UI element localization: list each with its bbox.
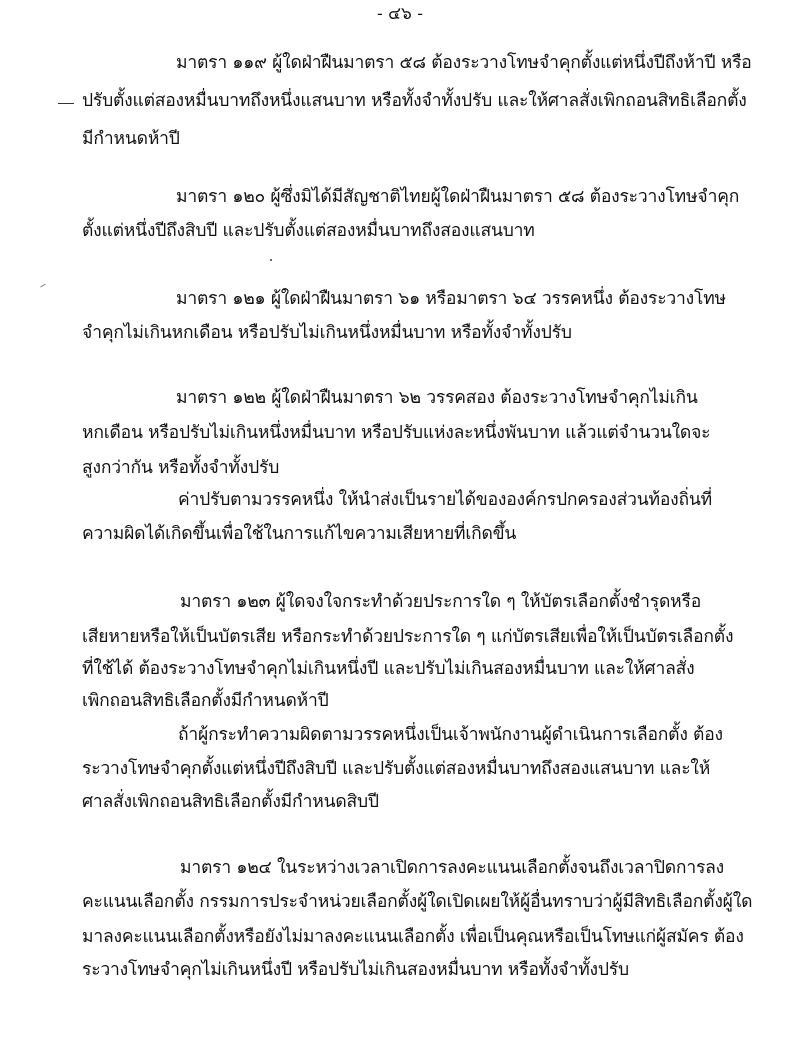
section-121-line-2: จำคุกไม่เกินหกเดือน หรือปรับไม่เกินหนึ่งหมื่นบาท หรือทั้งจำทั้งปรับ	[82, 323, 572, 343]
section-119-line-2: ปรับตั้งแต่สองหมื่นบาทถึงหนึ่งแสนบาท หรือทั้งจำทั้งปรับ และให้ศาลสั่งเพิกถอนสิทธิเลือกตั้ง	[82, 91, 747, 111]
section-123-sub-line-2: ระวางโทษจำคุกตั้งแต่หนึ่งปีถึงสิบปี และปรับตั้งแต่สองหมื่นบาทถึงสองแสนบาท และให้	[82, 759, 711, 779]
section-123-line-3: ที่ใช้ได้ ต้องระวางโทษจำคุกไม่เกินหนึ่งปี และปรับไม่เกินสองหมื่นบาท และให้ศาลสั่ง	[82, 659, 695, 679]
section-124-line-3: มาลงคะแนนเลือกตั้งหรือยังไม่มาลงคะแนนเลือกตั้ง เพื่อเป็นคุณหรือเป็นโทษแก่ผู้สมัคร ต้อง	[82, 927, 744, 947]
section-122-sub-line-2: ความผิดได้เกิดขึ้นเพื่อใช้ในการแก้ไขความเสียหายที่เกิดขึ้น	[82, 524, 517, 544]
page-number: - ๔๖ -	[377, 4, 423, 24]
section-123-sub-line-1: ถ้าผู้กระทำความผิดตามวรรคหนึ่งเป็นเจ้าพนักงานผู้ดำเนินการเลือกตั้ง ต้อง	[178, 725, 723, 745]
section-124-line-1: มาตรา ๑๒๔ ในระหว่างเวลาเปิดการลงคะแนนเลือกตั้งจนถึงเวลาปิดการลง	[180, 858, 725, 878]
section-123-line-1: มาตรา ๑๒๓ ผู้ใดจงใจกระทำด้วยประการใด ๆ ให้บัตรเลือกตั้งชำรุดหรือ	[180, 592, 702, 612]
section-121-line-1: มาตรา ๑๒๑ ผู้ใดฝ่าฝืนมาตรา ๖๑ หรือมาตรา ๖๔ วรรคหนึ่ง ต้องระวางโทษ	[176, 289, 726, 309]
section-120-line-1: มาตรา ๑๒๐ ผู้ซึ่งมิได้มีสัญชาติไทยผู้ใดฝ่าฝืนมาตรา ๕๘ ต้องระวางโทษจำคุก	[176, 187, 740, 207]
stray-dot-mark	[270, 259, 272, 261]
section-122-line-3: สูงกว่ากัน หรือทั้งจำทั้งปรับ	[82, 458, 280, 478]
section-122-sub-line-1: ค่าปรับตามวรรคหนึ่ง ให้นำส่งเป็นรายได้ขององค์กรปกครองส่วนท้องถิ่นที่	[178, 490, 713, 510]
section-119-line-1: มาตรา ๑๑๙ ผู้ใดฝ่าฝืนมาตรา ๕๘ ต้องระวางโทษจำคุกตั้งแต่หนึ่งปีถึงห้าปี หรือ	[176, 53, 752, 73]
section-124-line-4: ระวางโทษจำคุกไม่เกินหนึ่งปี หรือปรับไม่เกินสองหมื่นบาท หรือทั้งจำทั้งปรับ	[82, 960, 629, 980]
section-120-line-2: ตั้งแต่หนึ่งปีถึงสิบปี และปรับตั้งแต่สองหมื่นบาทถึงสองแสนบาท	[82, 221, 535, 241]
section-122-line-2: หกเดือน หรือปรับไม่เกินหนึ่งหมื่นบาท หรือปรับแห่งละหนึ่งพันบาท แล้วแต่จำนวนใดจะ	[82, 423, 711, 443]
section-123-line-2: เสียหายหรือให้เป็นบัตรเสีย หรือกระทำด้วยประการใด ๆ แก่บัตรเสียเพื่อให้เป็นบัตรเลือกตั้ง	[82, 627, 734, 647]
section-122-line-1: มาตรา ๑๒๒ ผู้ใดฝ่าฝืนมาตรา ๖๒ วรรคสอง ต้องระวางโทษจำคุกไม่เกิน	[176, 388, 698, 408]
margin-tick-mark	[40, 284, 46, 288]
margin-dash-mark	[58, 103, 74, 104]
section-123-sub-line-3: ศาลสั่งเพิกถอนสิทธิเลือกตั้งมีกำหนดสิบปี	[82, 792, 379, 812]
section-119-line-3: มีกำหนดห้าปี	[82, 129, 180, 149]
section-124-line-2: คะแนนเลือกตั้ง กรรมการประจำหน่วยเลือกตั้งผู้ใดเปิดเผยให้ผู้อื่นทราบว่าผู้มีสิทธิเลือกตั้งผู้ใด	[82, 892, 753, 912]
section-123-line-4: เพิกถอนสิทธิเลือกตั้งมีกำหนดห้าปี	[82, 691, 329, 711]
